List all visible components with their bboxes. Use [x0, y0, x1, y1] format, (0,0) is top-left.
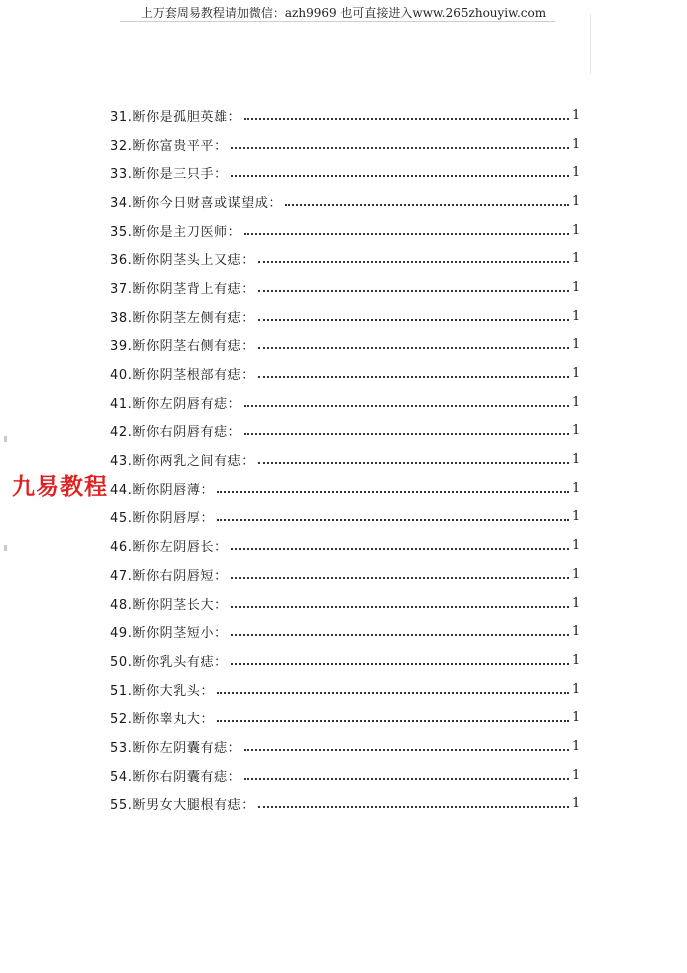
- toc-entry-page-number: 1: [572, 279, 581, 295]
- toc-entry[interactable]: [110, 331, 580, 360]
- toc-entry-label: 51.断你大乳头：: [110, 683, 215, 699]
- toc-entry-label: 36.断你阴茎头上又痣：: [110, 253, 255, 269]
- toc-dot-leader: [231, 146, 569, 149]
- toc-entry-label: 49.断你阴茎短小：: [110, 626, 228, 642]
- toc-entry[interactable]: [110, 790, 580, 819]
- toc-entry-label: 42.断你右阴唇有痣：: [110, 425, 242, 441]
- toc-entry-page-number: 1: [572, 767, 581, 783]
- toc-entry-page-number: 1: [572, 595, 581, 611]
- toc-entry[interactable]: [110, 675, 580, 704]
- header-text: 上万套周易教程请加微信：azh9969 也可直接进入www.265zhouyiw.com: [140, 6, 547, 20]
- toc-entry[interactable]: [110, 158, 580, 187]
- toc-entry[interactable]: [110, 101, 580, 130]
- toc-dot-leader: [258, 375, 569, 378]
- toc-entry-page-number: 1: [572, 480, 581, 496]
- toc-entry-label: 40.断你阴茎根部有痣：: [110, 368, 255, 384]
- toc-dot-leader: [258, 346, 569, 349]
- toc-dot-leader: [244, 404, 569, 407]
- toc-entry-page-number: 1: [572, 222, 581, 238]
- toc-entry-page-number: 1: [572, 509, 581, 525]
- toc-entry[interactable]: [110, 244, 580, 273]
- toc-entry-label: 38.断你阴茎左侧有痣：: [110, 310, 255, 326]
- toc-entry[interactable]: [110, 560, 580, 589]
- toc-dot-leader: [231, 174, 569, 177]
- toc-entry[interactable]: [110, 646, 580, 675]
- toc-dot-leader: [258, 461, 569, 464]
- toc-entry-label: 48.断你阴茎长大：: [110, 597, 228, 613]
- toc-entry-label: 31.断你是孤胆英雄：: [110, 109, 242, 125]
- toc-dot-leader: [258, 318, 569, 321]
- toc-dot-leader: [285, 203, 569, 206]
- toc-entry-page-number: 1: [572, 193, 581, 209]
- toc-entry[interactable]: [110, 531, 580, 560]
- header-underline: [120, 21, 555, 22]
- toc-entry-label: 55.断男女大腿根有痣：: [110, 798, 255, 814]
- toc-entry-page-number: 1: [572, 796, 581, 812]
- toc-entry-page-number: 1: [572, 624, 581, 640]
- toc-dot-leader: [258, 805, 569, 808]
- toc-entry-label: 39.断你阴茎右侧有痣：: [110, 339, 255, 355]
- toc-entry-label: 47.断你右阴唇短：: [110, 568, 228, 584]
- toc-entry[interactable]: [110, 273, 580, 302]
- toc-entry-page-number: 1: [572, 337, 581, 353]
- toc-entry[interactable]: [110, 359, 580, 388]
- toc-entry-page-number: 1: [572, 165, 581, 181]
- toc-entry-label: 41.断你左阴唇有痣：: [110, 396, 242, 412]
- toc-entry[interactable]: [110, 732, 580, 761]
- table-of-contents: [110, 101, 580, 818]
- toc-entry-label: 34.断你今日财喜或谋望成：: [110, 195, 283, 211]
- toc-entry[interactable]: [110, 503, 580, 532]
- toc-entry-page-number: 1: [572, 394, 581, 410]
- toc-entry-page-number: 1: [572, 366, 581, 382]
- toc-entry-page-number: 1: [572, 710, 581, 726]
- toc-entry[interactable]: [110, 216, 580, 245]
- toc-entry[interactable]: [110, 130, 580, 159]
- toc-dot-leader: [258, 289, 569, 292]
- toc-entry-label: 32.断你富贵平平：: [110, 138, 228, 154]
- toc-entry-label: 43.断你两乳之间有痣：: [110, 454, 255, 470]
- page-header: [0, 4, 687, 21]
- toc-entry-page-number: 1: [572, 652, 581, 668]
- toc-entry-label: 45.断你阴唇厚：: [110, 511, 215, 527]
- toc-entry[interactable]: [110, 703, 580, 732]
- toc-entry-page-number: 1: [572, 538, 581, 554]
- scan-edge-line: [590, 14, 591, 74]
- toc-entry-page-number: 1: [572, 566, 581, 582]
- toc-entry[interactable]: [110, 445, 580, 474]
- toc-entry-label: 37.断你阴茎背上有痣：: [110, 281, 255, 297]
- toc-entry-page-number: 1: [572, 681, 581, 697]
- margin-mark: [4, 436, 7, 442]
- toc-dot-leader: [231, 576, 569, 579]
- margin-mark: [4, 545, 7, 551]
- toc-entry-page-number: 1: [572, 423, 581, 439]
- toc-dot-leader: [217, 518, 569, 521]
- toc-entry[interactable]: [110, 761, 580, 790]
- toc-entry-page-number: 1: [572, 738, 581, 754]
- toc-entry[interactable]: [110, 417, 580, 446]
- toc-entry-label: 35.断你是主刀医师：: [110, 224, 242, 240]
- toc-entry-label: 44.断你阴唇薄：: [110, 482, 215, 498]
- toc-dot-leader: [231, 662, 569, 665]
- toc-dot-leader: [231, 633, 569, 636]
- watermark-logo: 九易教程: [12, 474, 108, 500]
- toc-entry[interactable]: [110, 187, 580, 216]
- toc-entry-label: 33.断你是三只手：: [110, 167, 228, 183]
- toc-entry-label: 50.断你乳头有痣：: [110, 654, 228, 670]
- toc-dot-leader: [244, 748, 569, 751]
- toc-entry-label: 54.断你右阴囊有痣：: [110, 769, 242, 785]
- toc-dot-leader: [244, 117, 569, 120]
- toc-entry-label: 53.断你左阴囊有痣：: [110, 740, 242, 756]
- toc-dot-leader: [217, 691, 569, 694]
- toc-dot-leader: [244, 232, 569, 235]
- toc-dot-leader: [231, 605, 569, 608]
- toc-entry[interactable]: [110, 617, 580, 646]
- toc-entry-page-number: 1: [572, 107, 581, 123]
- toc-entry[interactable]: [110, 302, 580, 331]
- toc-dot-leader: [244, 777, 569, 780]
- toc-entry-page-number: 1: [572, 136, 581, 152]
- toc-entry[interactable]: [110, 388, 580, 417]
- toc-entry-page-number: 1: [572, 308, 581, 324]
- toc-dot-leader: [217, 490, 569, 493]
- toc-dot-leader: [231, 547, 569, 550]
- toc-entry-label: 46.断你左阴唇长：: [110, 540, 228, 556]
- toc-dot-leader: [217, 719, 569, 722]
- toc-dot-leader: [244, 432, 569, 435]
- toc-entry[interactable]: [110, 474, 580, 503]
- toc-entry-page-number: 1: [572, 251, 581, 267]
- toc-entry-page-number: 1: [572, 452, 581, 468]
- toc-entry-label: 52.断你睾丸大：: [110, 712, 215, 728]
- toc-dot-leader: [258, 260, 569, 263]
- toc-entry[interactable]: [110, 589, 580, 618]
